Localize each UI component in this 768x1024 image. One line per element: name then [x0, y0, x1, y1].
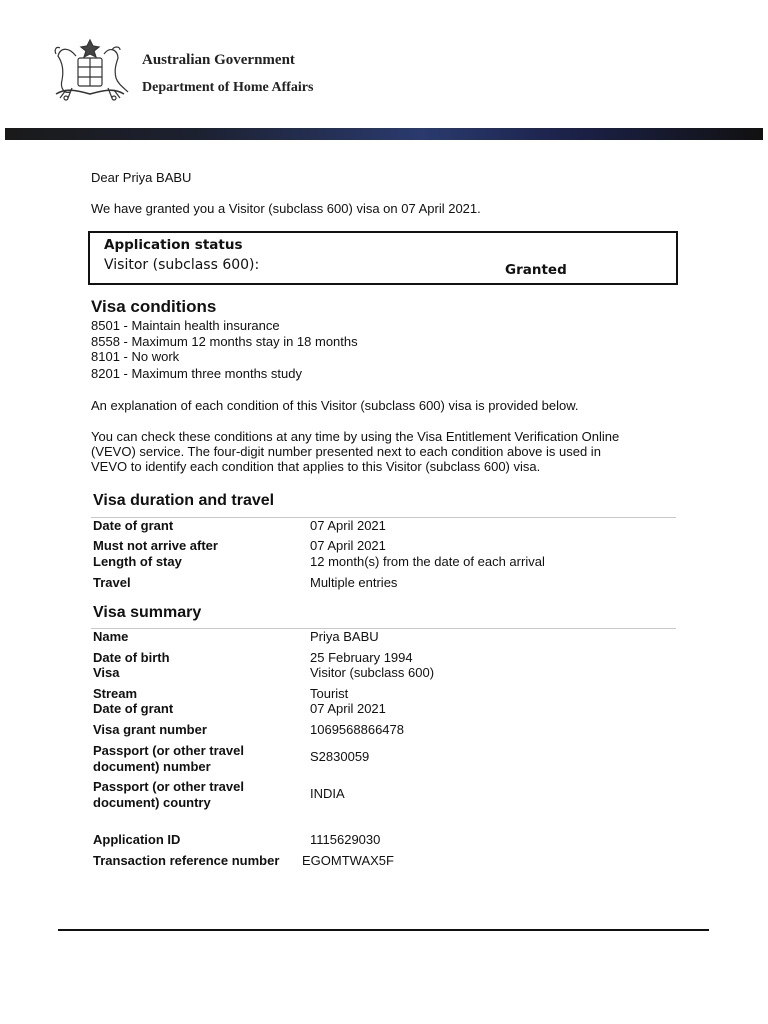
status-badge: Granted	[505, 262, 567, 278]
row-value: Multiple entries	[310, 575, 398, 590]
condition-item: 8558 - Maximum 12 months stay in 18 months	[91, 334, 358, 349]
row-label: Must not arrive after	[93, 538, 218, 553]
row-label: Passport (or other travel	[93, 743, 244, 758]
condition-item: 8501 - Maintain health insurance	[91, 318, 280, 333]
summary-heading: Visa summary	[93, 604, 202, 621]
org-name: Australian Government	[142, 52, 295, 68]
duration-heading: Visa duration and travel	[93, 492, 275, 509]
row-value: 1115629030	[310, 832, 381, 847]
conditions-heading: Visa conditions	[91, 297, 217, 316]
row-value: EGOMTWAX5F	[302, 853, 394, 868]
row-value: 1069568866478	[310, 722, 404, 737]
condition-item: 8101 - No work	[91, 349, 180, 364]
row-label: Visa	[93, 665, 120, 680]
row-label: Date of birth	[93, 650, 170, 665]
row-value: 25 February 1994	[310, 650, 413, 665]
conditions-explanation: An explanation of each condition of this Visitor (subclass 600) visa is provided below.	[91, 398, 579, 413]
status-heading: Application status	[104, 237, 243, 253]
row-label: Stream	[93, 686, 138, 701]
vevo-text-line: VEVO to identify each condition that applies to this Visitor (subclass 600) visa.	[91, 459, 541, 474]
row-value: Tourist	[310, 686, 349, 701]
row-label: Travel	[93, 575, 131, 590]
row-label: Passport (or other travel	[93, 779, 244, 794]
row-label: Date of grant	[93, 701, 174, 716]
row-label: document) country	[93, 795, 211, 810]
row-label: document) number	[93, 759, 211, 774]
row-label: Length of stay	[93, 554, 182, 569]
row-value: 12 month(s) from the date of each arrival	[310, 554, 545, 569]
row-value: 07 April 2021	[310, 701, 386, 716]
greeting: Dear Priya BABU	[91, 170, 192, 185]
status-visa-label: Visitor (subclass 600):	[104, 257, 260, 273]
department-name: Department of Home Affairs	[142, 80, 314, 95]
row-value: S2830059	[310, 749, 370, 764]
row-label: Date of grant	[93, 518, 174, 533]
row-value: 07 April 2021	[310, 538, 386, 553]
row-label: Name	[93, 629, 129, 644]
row-value: Visitor (subclass 600)	[310, 665, 435, 680]
divider	[91, 628, 676, 629]
vevo-text-line: (VEVO) service. The four-digit number presented next to each condition above is used in	[91, 444, 601, 459]
row-value: Priya BABU	[310, 629, 379, 644]
vevo-text-line: You can check these conditions at any time by using the Visa Entitlement Verification Online	[91, 429, 620, 444]
row-value: INDIA	[310, 786, 345, 801]
coat-of-arms-icon	[46, 36, 134, 104]
header-band	[5, 128, 763, 140]
row-label: Visa grant number	[93, 722, 207, 737]
row-value: 07 April 2021	[310, 518, 386, 533]
condition-item: 8201 - Maximum three months study	[91, 366, 302, 381]
row-label: Application ID	[93, 832, 181, 847]
footer-rule	[58, 929, 709, 931]
row-label: Transaction reference number	[93, 853, 280, 868]
intro-text: We have granted you a Visitor (subclass 600) visa on 07 April 2021.	[91, 201, 481, 216]
